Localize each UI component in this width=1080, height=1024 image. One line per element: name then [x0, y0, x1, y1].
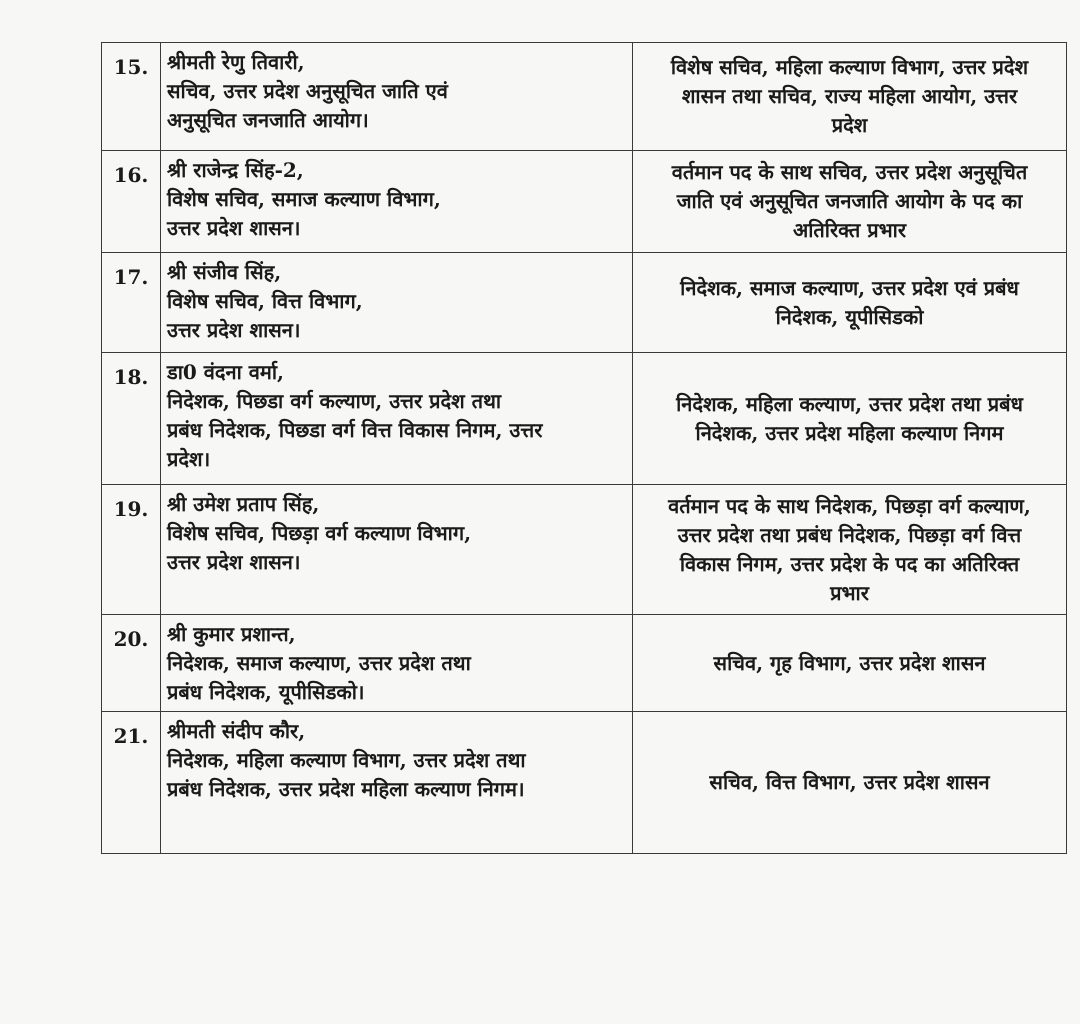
officer-name: श्री राजेन्द्र सिंह-2, [167, 158, 304, 182]
serial-number-cell [102, 253, 161, 353]
new-posting-cell [633, 151, 1067, 253]
officer-current-post: निदेशक, महिला कल्याण विभाग, उत्तर प्रदेश तथा [167, 748, 526, 772]
new-posting-text: निदेशक, उत्तर प्रदेश महिला कल्याण निगम [695, 420, 1004, 445]
officer-current-post: प्रबंध निदेशक, यूपीसिडको। [167, 680, 365, 704]
officer-name: श्रीमती रेणु तिवारी, [167, 50, 305, 74]
new-posting-text: शासन तथा सचिव, राज्य महिला आयोग, उत्तर [681, 84, 1018, 108]
officer-name: श्री कुमार प्रशान्त, [167, 622, 296, 646]
new-posting-cell [633, 353, 1067, 485]
new-posting-text: सचिव, वित्त विभाग, उत्तर प्रदेश शासन [709, 770, 990, 794]
officer-current-post: निदेशक, समाज कल्याण, उत्तर प्रदेश तथा [167, 651, 471, 675]
officer-current-post: प्रदेश। [167, 447, 211, 471]
new-posting-text: वर्तमान पद के साथ सचिव, उत्तर प्रदेश अनुसूचित [671, 160, 1028, 184]
serial-number-cell [102, 712, 161, 854]
new-posting-text: निदेशक, यूपीसिडको [775, 304, 924, 329]
serial-number: 21. [113, 724, 149, 748]
serial-number-cell [102, 43, 161, 151]
new-posting-text: निदेशक, समाज कल्याण, उत्तर प्रदेश एवं प्रबंध [680, 275, 1019, 300]
officer-name: श्री संजीव सिंह, [167, 260, 282, 284]
serial-number: 19. [113, 497, 149, 521]
new-posting-text: सचिव, गृह विभाग, उत्तर प्रदेश शासन [713, 650, 986, 675]
officer-current-post: अनुसूचित जनजाति आयोग। [167, 108, 369, 132]
table-row [102, 485, 1067, 615]
table-row [102, 151, 1067, 253]
table-row [102, 712, 1067, 854]
officer-current-post: प्रबंध निदेशक, उत्तर प्रदेश महिला कल्याण निगम। [167, 777, 525, 801]
new-posting-text: प्रदेश [831, 113, 868, 137]
officer-current-post: सचिव, उत्तर प्रदेश अनुसूचित जाति एवं [167, 79, 448, 103]
officer-current-post: विशेष सचिव, समाज कल्याण विभाग, [167, 187, 441, 211]
officer-cell [161, 485, 633, 615]
transfer-order-page [101, 42, 1033, 854]
officer-cell [161, 253, 633, 353]
serial-number: 17. [113, 265, 149, 289]
new-posting-text: उत्तर प्रदेश तथा प्रबंध निदेशक, पिछड़ा वर्ग वित्त [677, 522, 1022, 547]
new-posting-cell [633, 485, 1067, 615]
new-posting-text: वर्तमान पद के साथ निदेशक, पिछड़ा वर्ग कल्याण, [668, 493, 1031, 518]
officer-current-post: प्रबंध निदेशक, पिछडा वर्ग वित्त विकास निगम, उत्तर [167, 418, 543, 442]
officer-cell [161, 712, 633, 854]
transfer-table [101, 42, 1067, 854]
officer-cell [161, 615, 633, 712]
serial-number-cell [102, 485, 161, 615]
officer-current-post: विशेष सचिव, पिछड़ा वर्ग कल्याण विभाग, [167, 521, 472, 545]
new-posting-text: विकास निगम, उत्तर प्रदेश के पद का अतिरिक्त [679, 551, 1020, 576]
officer-current-post: उत्तर प्रदेश शासन। [167, 550, 301, 574]
officer-current-post: उत्तर प्रदेश शासन। [167, 318, 301, 342]
officer-cell [161, 151, 633, 253]
officer-current-post: उत्तर प्रदेश शासन। [167, 216, 301, 240]
officer-cell [161, 43, 633, 151]
serial-number: 16. [113, 163, 149, 187]
new-posting-text: निदेशक, महिला कल्याण, उत्तर प्रदेश तथा प्रबंध [676, 391, 1023, 416]
new-posting-cell [633, 615, 1067, 712]
officer-name: श्री उमेश प्रताप सिंह, [167, 492, 320, 516]
new-posting-text: विशेष सचिव, महिला कल्याण विभाग, उत्तर प्रदेश [670, 55, 1029, 79]
serial-number-cell [102, 615, 161, 712]
officer-current-post: निदेशक, पिछडा वर्ग कल्याण, उत्तर प्रदेश तथा [167, 389, 502, 413]
new-posting-text: जाति एवं अनुसूचित जनजाति आयोग के पद का [676, 189, 1023, 213]
new-posting-cell [633, 43, 1067, 151]
serial-number: 18. [113, 365, 149, 389]
table-row [102, 43, 1067, 151]
new-posting-text: प्रभार [830, 580, 869, 605]
serial-number: 15. [113, 55, 149, 79]
serial-number-cell [102, 151, 161, 253]
officer-name: डा0 वंदना वर्मा, [167, 360, 284, 384]
officer-current-post: विशेष सचिव, वित्त विभाग, [167, 289, 363, 313]
new-posting-cell [633, 253, 1067, 353]
serial-number-cell [102, 353, 161, 485]
officer-cell [161, 353, 633, 485]
table-row [102, 353, 1067, 485]
new-posting-cell [633, 712, 1067, 854]
new-posting-text: अतिरिक्त प्रभार [792, 218, 907, 242]
serial-number: 20. [113, 627, 149, 651]
officer-name: श्रीमती संदीप कौर, [167, 719, 306, 743]
table-row [102, 253, 1067, 353]
table-row [102, 615, 1067, 712]
